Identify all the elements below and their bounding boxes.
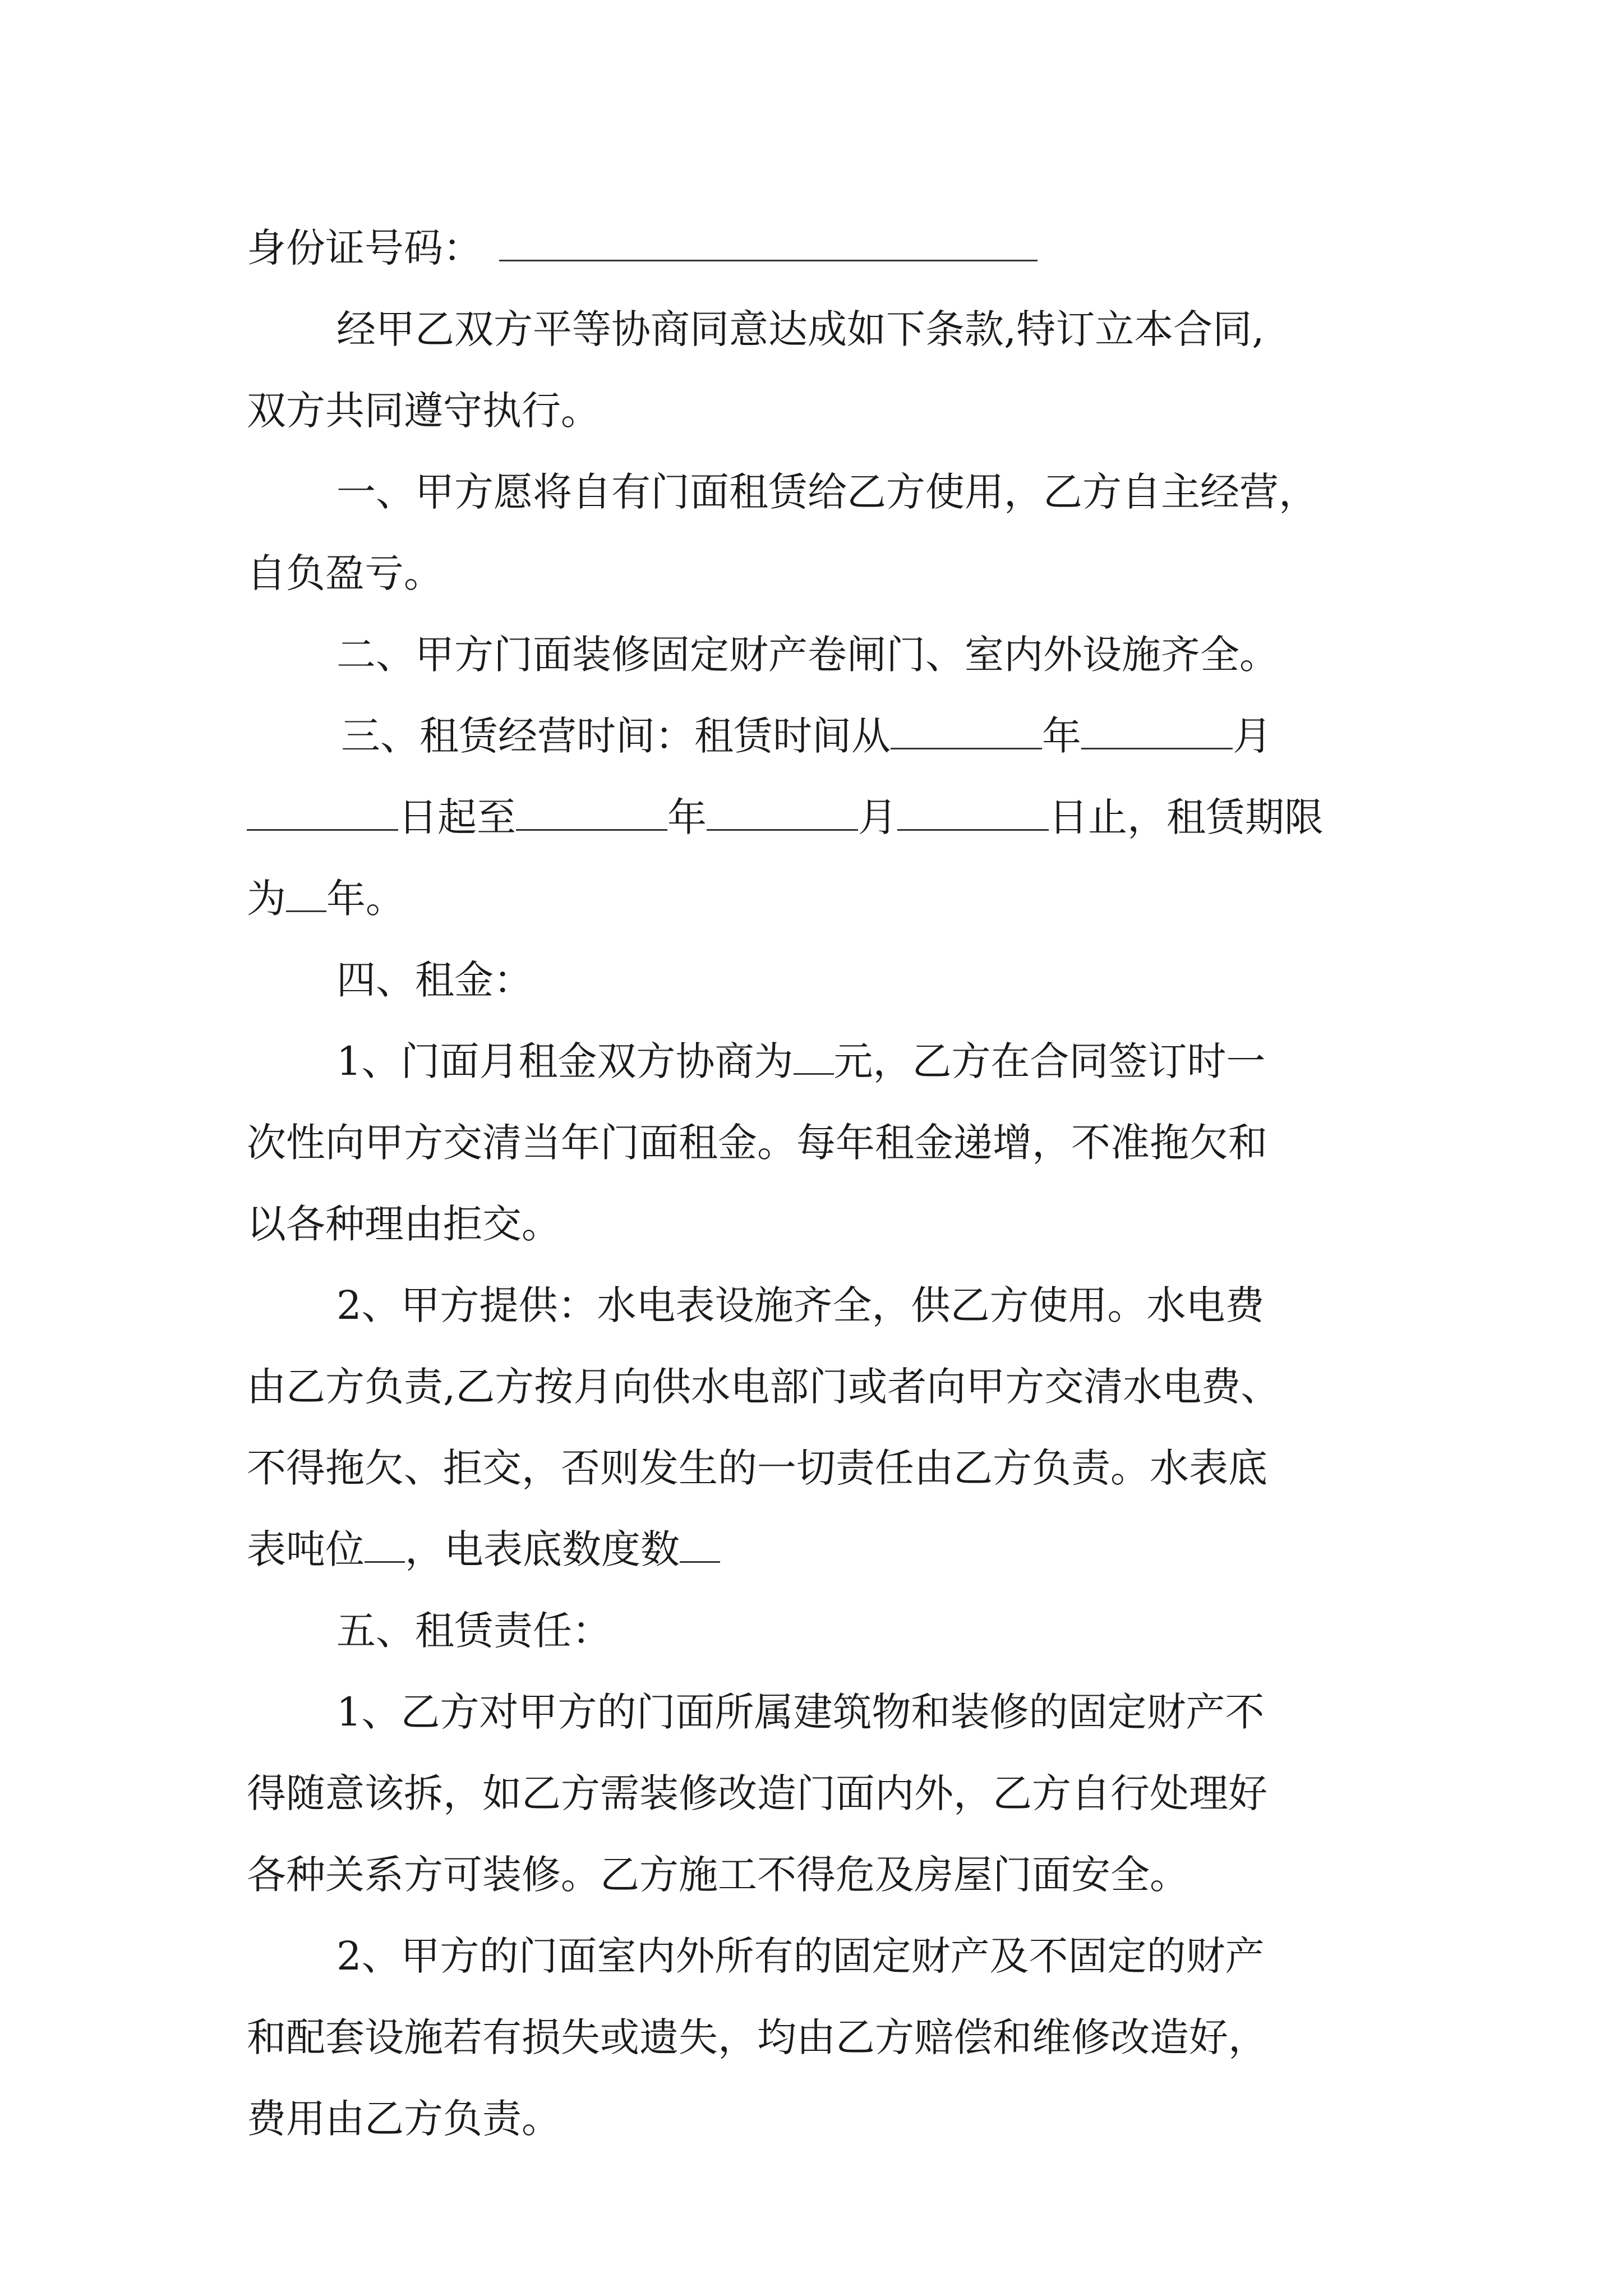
clause-3-text-a: 三、租赁经营时间：租赁时间从 <box>341 713 891 759</box>
liability-2-text-line-1: 2、甲方的门面室内外所有的固定财产及不固定的财产 <box>336 1933 1265 1979</box>
contract-page <box>247 208 1391 2160</box>
utility-text-line-1: 2、甲方提供：水电表设施齐全，供乙方使用。水电费 <box>336 1282 1265 1328</box>
rent-text-b: 元，乙方在合同签订时一 <box>833 1038 1266 1084</box>
water-meter-blank <box>365 1522 405 1563</box>
id-number-line <box>247 208 1391 289</box>
utility-text-line-3: 不得拖欠、拒交，否则发生的一切责任由乙方负责。水表底 <box>247 1445 1267 1491</box>
id-number-blank <box>499 220 1038 261</box>
intro-text-2: 双方共同遵守执行。 <box>247 388 600 434</box>
clause-3-text-c: 月 <box>1233 713 1272 759</box>
utility-text-line-4-a: 表吨位 <box>247 1526 365 1572</box>
clause-4-item-2-line-3 <box>247 1428 1391 1509</box>
clause-4-item-2-line-2 <box>247 1346 1391 1428</box>
end-day-blank <box>897 790 1049 831</box>
clause-5-heading-text: 五、租赁责任： <box>336 1608 611 1654</box>
clause-5-heading <box>247 1590 1391 1672</box>
clause-5-item-1-line-2 <box>247 1753 1391 1834</box>
liability-1-text-line-3: 各种关系方可装修。乙方施工不得危及房屋门面安全。 <box>247 1852 1189 1898</box>
clause-3-text-d: 日起至 <box>398 794 516 840</box>
clause-5-item-2-line-3 <box>247 2078 1391 2160</box>
clause-5-item-1-line-3 <box>247 1834 1391 1916</box>
clause-4-item-1-line-1 <box>247 1021 1391 1102</box>
clause-3-line-3 <box>247 858 1391 940</box>
clause-2-text-1: 二、甲方门面装修固定财产卷闸门、室内外设施齐全。 <box>336 632 1279 678</box>
rent-text-a: 1、门面月租金双方协商为 <box>336 1038 794 1084</box>
start-day-blank <box>247 790 398 831</box>
clause-3-text-h: 为 <box>247 876 286 922</box>
clause-5-item-2-line-2 <box>247 1997 1391 2078</box>
clause-4-item-1-line-3 <box>247 1184 1391 1265</box>
clause-1-text-1: 一、甲方愿将自有门面租赁给乙方使用，乙方自主经营， <box>336 469 1318 515</box>
liability-1-text-line-1: 1、乙方对甲方的门面所属建筑物和装修的固定财产不 <box>336 1689 1265 1735</box>
electric-meter-blank <box>680 1522 720 1563</box>
clause-5-item-2-line-1 <box>247 1916 1391 1997</box>
lease-years-blank <box>286 871 326 912</box>
utility-text-line-2: 由乙方负责,乙方按月向供水电部门或者向甲方交清水电费、 <box>247 1364 1280 1410</box>
clause-5-item-1-line-1 <box>247 1672 1391 1753</box>
utility-text-line-4-b: ，电表底数度数 <box>405 1526 680 1572</box>
clause-2-line-1 <box>247 614 1391 696</box>
end-month-blank <box>707 790 858 831</box>
id-number-label: 身份证号码： <box>247 225 482 271</box>
intro-text-1: 经甲乙双方平等协商同意达成如下条款,特订立本合同, <box>336 306 1265 352</box>
start-year-blank <box>891 708 1042 749</box>
clause-4-item-2-line-1 <box>247 1265 1391 1346</box>
end-year-blank <box>516 790 667 831</box>
clause-4-heading-text: 四、租金： <box>336 957 533 1003</box>
rent-text-line-2: 次性向甲方交清当年门面租金。每年租金递增，不准拖欠和 <box>247 1120 1267 1166</box>
clause-3-text-g: 日止，租赁期限 <box>1049 794 1324 840</box>
intro-line-2 <box>247 370 1391 452</box>
rent-text-line-3: 以各种理由拒交。 <box>247 1201 561 1247</box>
liability-2-text-line-2: 和配套设施若有损失或遗失，均由乙方赔偿和维修改造好， <box>247 2014 1267 2060</box>
clause-3-line-2 <box>247 777 1391 858</box>
liability-1-text-line-2: 得随意该拆，如乙方需装修改造门面内外，乙方自行处理好 <box>247 1770 1267 1816</box>
start-month-blank <box>1081 708 1233 749</box>
clause-4-heading <box>247 940 1391 1021</box>
clause-3-text-i: 年。 <box>326 876 405 922</box>
monthly-rent-blank <box>794 1034 834 1075</box>
clause-3-line-1 <box>247 696 1391 777</box>
clause-1-line-1 <box>247 452 1391 533</box>
intro-line-1 <box>247 289 1391 370</box>
clause-3-text-b: 年 <box>1042 713 1081 759</box>
liability-2-text-line-3: 费用由乙方负责。 <box>247 2096 561 2142</box>
clause-1-line-2 <box>247 533 1391 614</box>
clause-3-text-f: 月 <box>858 794 897 840</box>
clause-4-item-2-line-4 <box>247 1509 1391 1590</box>
clause-1-text-2: 自负盈亏。 <box>247 550 443 596</box>
clause-4-item-1-line-2 <box>247 1102 1391 1184</box>
clause-3-text-e: 年 <box>667 794 707 840</box>
